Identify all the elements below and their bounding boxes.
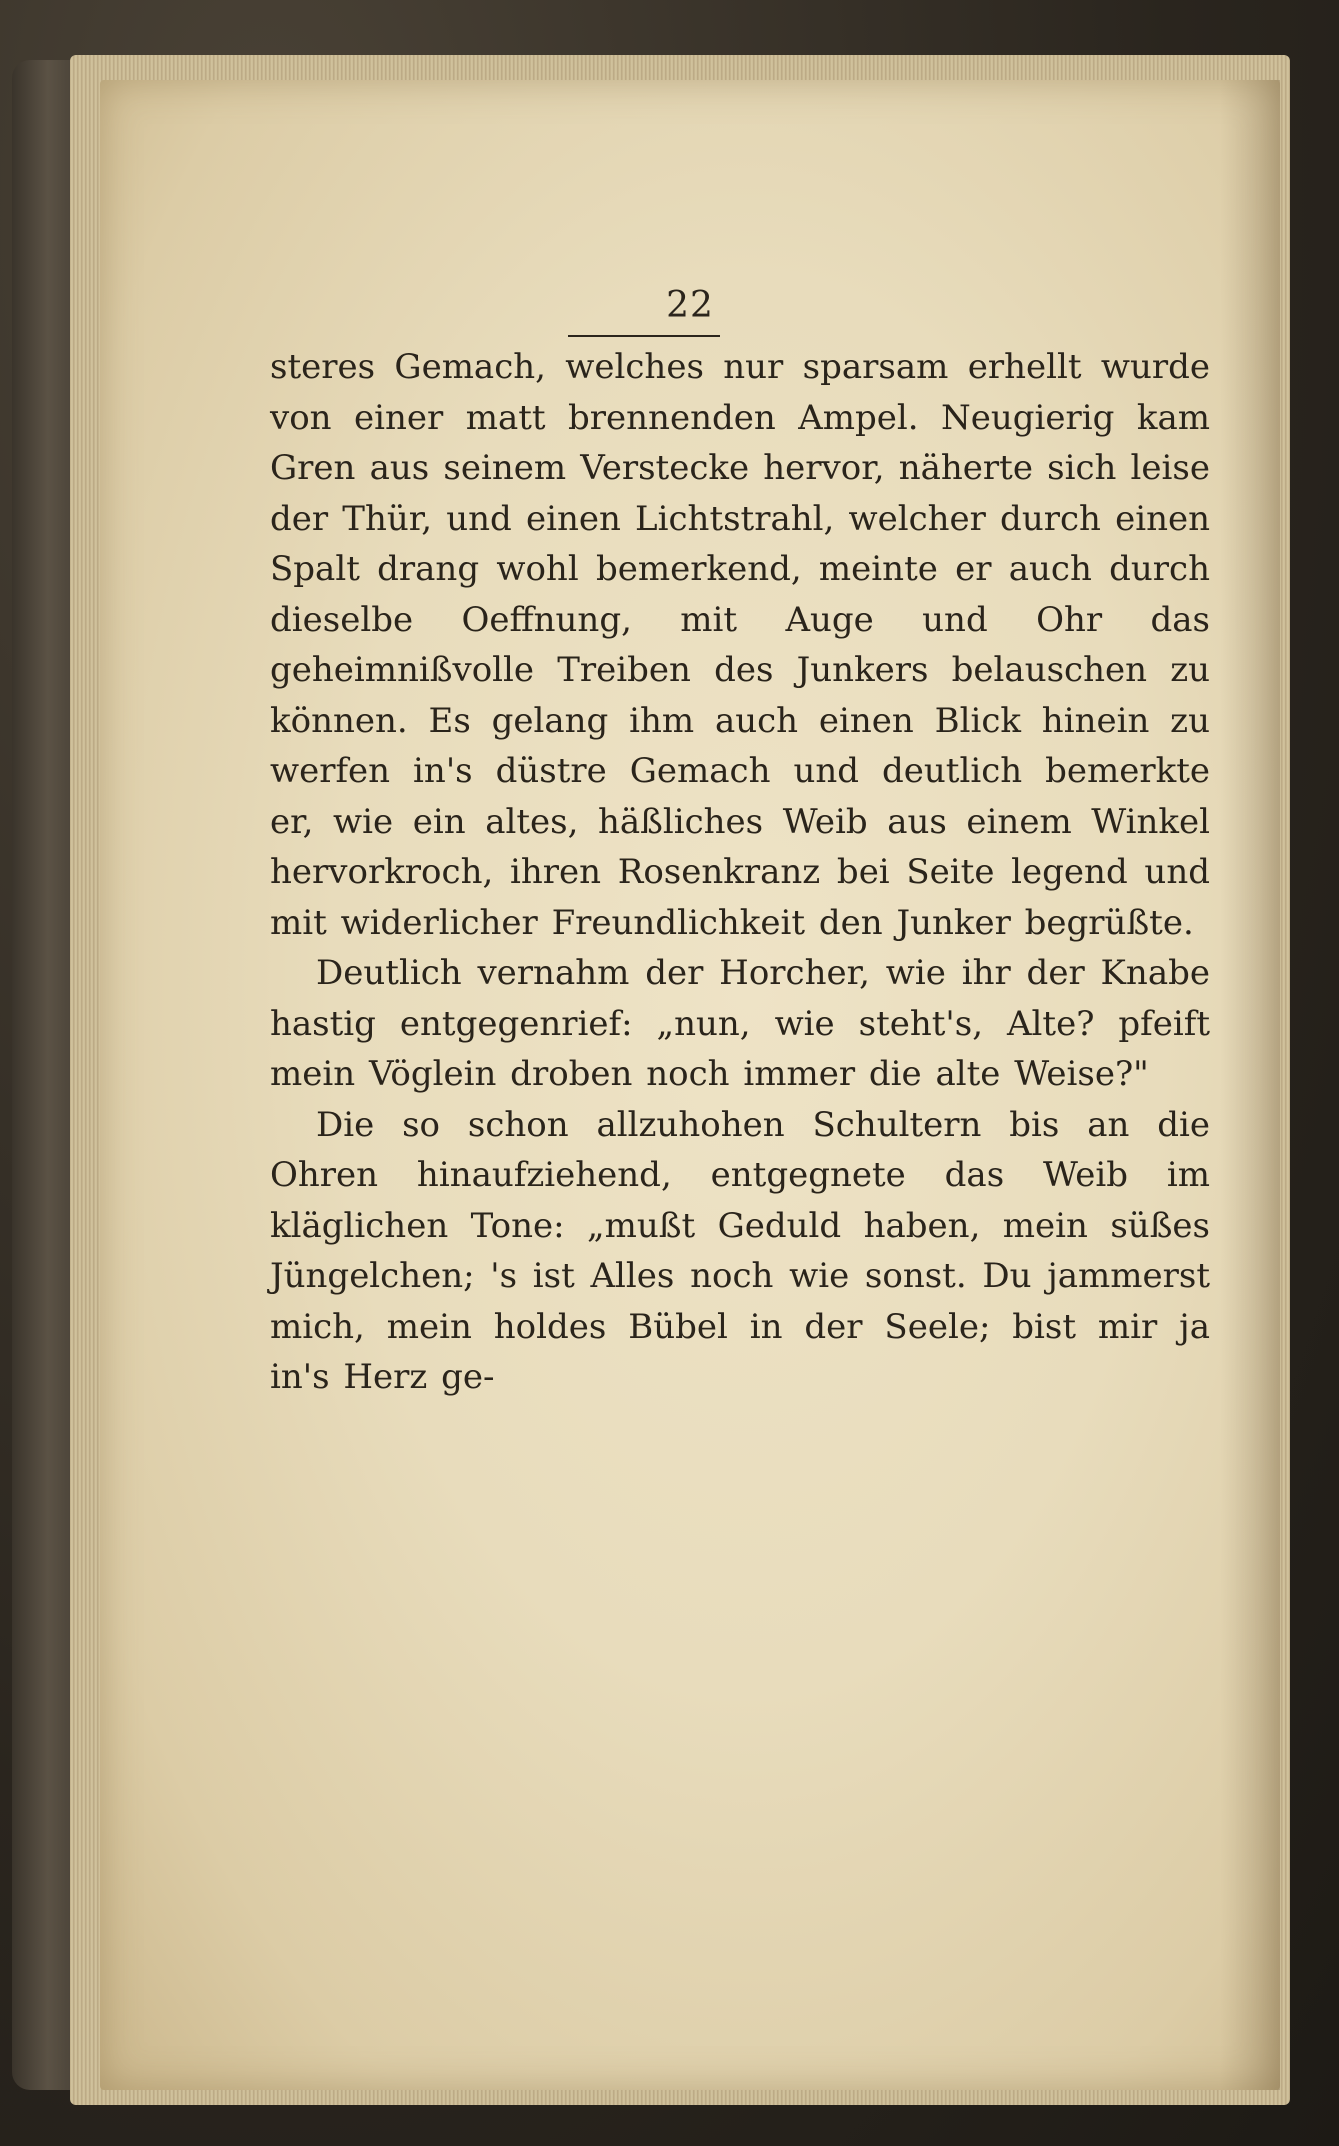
page-shadow [1220,80,1280,2090]
book-page [100,80,1280,2090]
header-rule [568,335,720,337]
body-text [270,342,1210,1403]
paragraph-3: Die so schon allzuhohen Schultern bis an die Ohren hinaufziehend, entgegnete das Weib im kläglichen Tone: „mußt Geduld haben, mein süßes Jüngelchen; 's ist Alles noch wie sonst. Du jammerst mich, mein holdes Bübel in der Seele; bist mir ja in's Herz ge- [270,1104,1210,1397]
paragraph-1: steres Gemach, welches nur sparsam erhellt wurde von einer matt brennenden Ampel. Neugierig kam Gren aus seinem Verstecke hervor, näherte sich leise der Thür, und einen Lichtstrahl, welcher durch einen Spalt drang wohl bemerkend, meinte er auch durch dieselbe Oeffnung, mit Auge und Ohr das geheimnißvolle Treiben des Junkers belauschen zu können. Es gelang ihm auch einen Blick hinein zu werfen in's düstre Gemach und deutlich bemerkte er, wie ein altes, häßliches Weib aus einem Winkel hervorkroch, ihren Rosenkranz bei Seite legend und mit widerlicher Freundlichkeit den Junker begrüßte. [270,347,1210,943]
page-number: 22 [666,285,714,326]
paragraph-2: Deutlich vernahm der Horcher, wie ihr der Knabe hastig entgegenrief: „nun, wie steht's, Alte? pfeift mein Vöglein droben noch immer die alte Weise?" [270,953,1210,1094]
